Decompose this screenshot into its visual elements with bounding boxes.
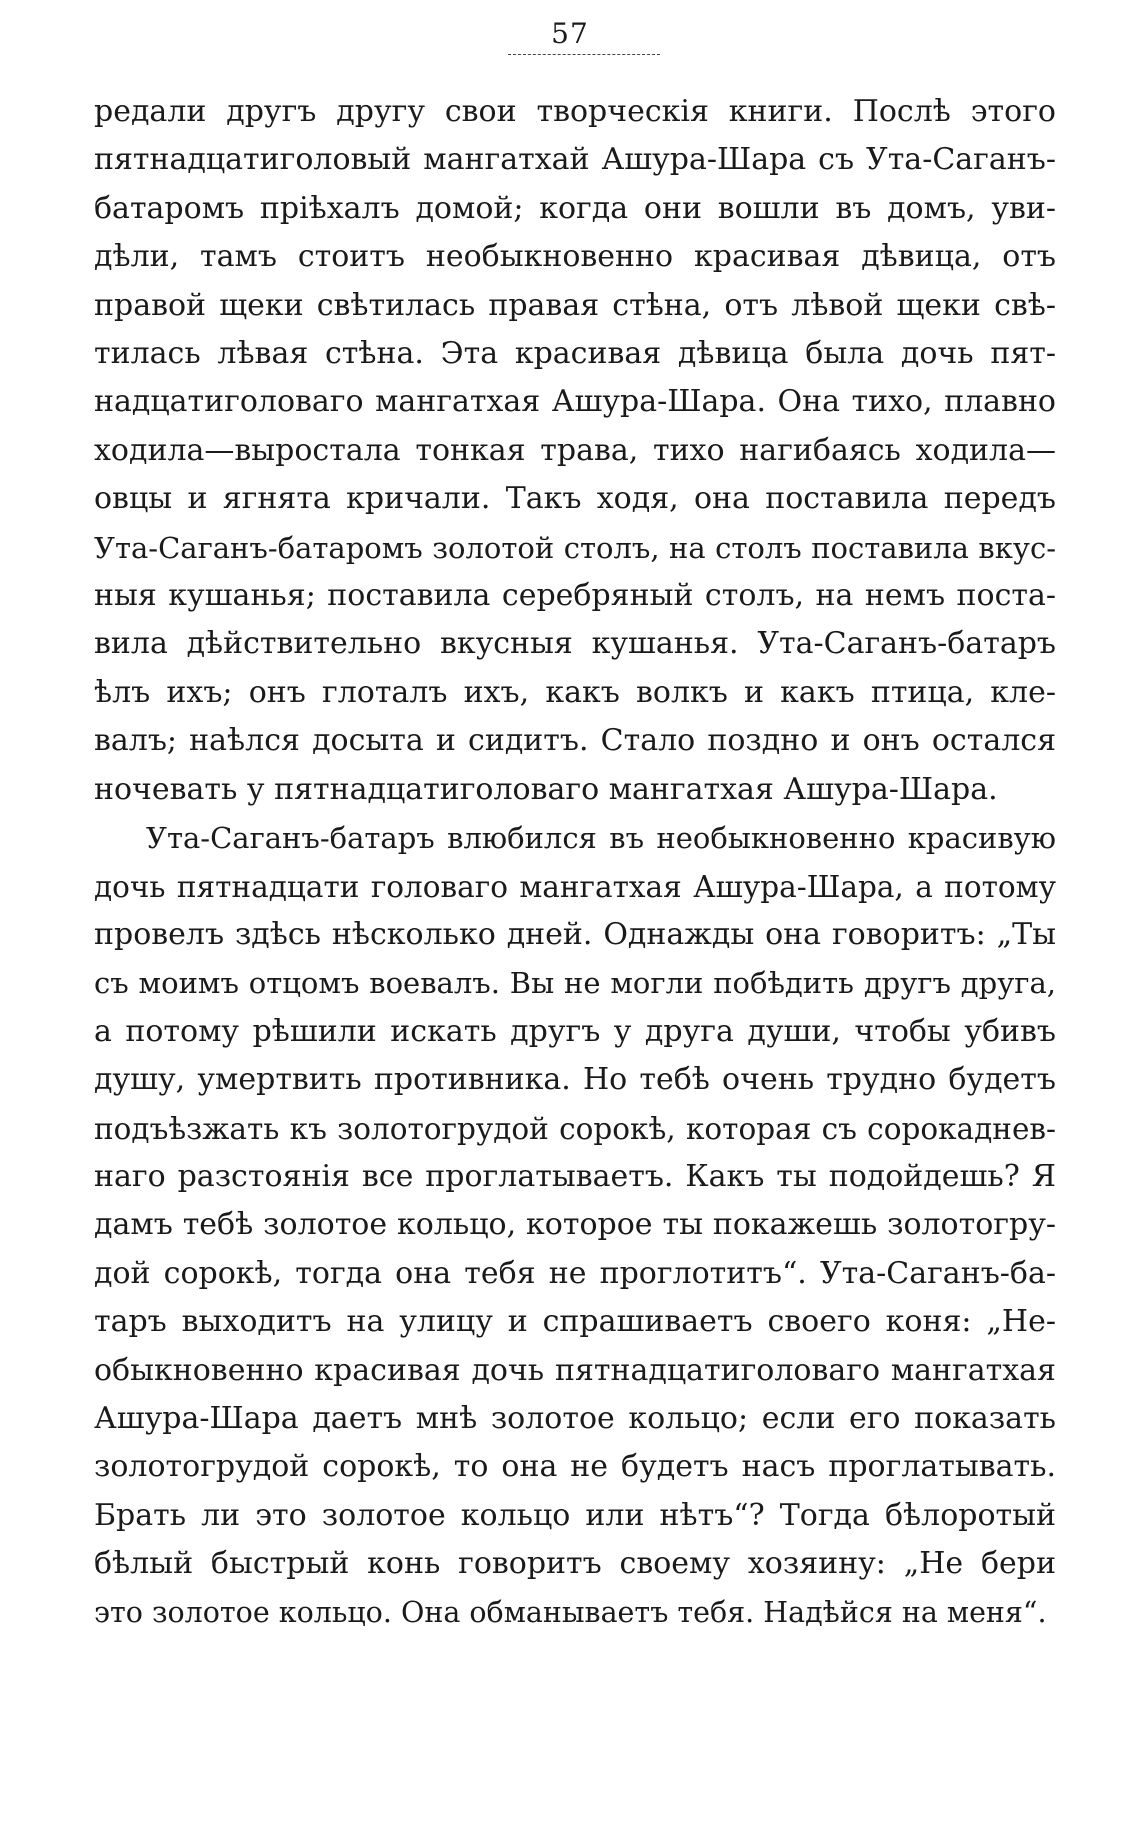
text-line: валъ; наѣлся досыта и сидитъ. Стало поздно и онъ остался bbox=[94, 723, 1056, 759]
text-line: овцы и ягнята кричали. Такъ ходя, она поставила передъ bbox=[94, 481, 1056, 517]
text-line: наго разстоянія все проглатываетъ. Какъ ты подойдешь? Я bbox=[94, 1158, 1056, 1194]
text-line: пятнадцатиголовый мангатхай Ашура-Шара съ Ута-Саганъ- bbox=[94, 142, 1056, 178]
text-line: бѣлый быстрый конь говоритъ своему хозяину: „Не бери bbox=[94, 1546, 1056, 1582]
text-line: ночевать у пятнадцатиголоваго мангатхая Ашура-Шара. bbox=[94, 771, 998, 807]
text-line: надцатиголоваго мангатхая Ашура-Шара. Она тихо, плавно bbox=[94, 384, 1056, 420]
paragraph-1 bbox=[94, 88, 1056, 814]
text-line: дой сорокѣ, тогда она тебя не проглотитъ“. Ута-Саганъ-ба- bbox=[94, 1255, 1056, 1291]
text-line: батаромъ пріѣхалъ домой; когда они вошли въ домъ, уви- bbox=[94, 190, 1056, 226]
page-header bbox=[0, 16, 1140, 52]
text-line: а потому рѣшили искать другъ у друга души, чтобы убивъ bbox=[94, 1013, 1056, 1049]
text-line: таръ выходитъ на улицу и спрашиваетъ своего коня: „Не- bbox=[94, 1304, 1056, 1340]
text-line: тилась лѣвая стѣна. Эта красивая дѣвица была дочь пят- bbox=[94, 336, 1056, 372]
text-line: редали другъ другу свои творческія книги. Послѣ этого bbox=[94, 94, 1056, 129]
paragraph-2 bbox=[94, 814, 1056, 1637]
text-line: золотогрудой сорокѣ, то она не будетъ насъ проглатывать. bbox=[94, 1449, 1056, 1485]
page-number: 57 bbox=[551, 17, 589, 50]
text-line: провелъ здѣсь нѣсколько дней. Однажды она говоритъ: „Ты bbox=[94, 916, 1056, 952]
text-line: вила дѣйствительно вкусныя кушанья. Ута-Саганъ-батаръ bbox=[94, 626, 1056, 662]
text-line: ѣлъ ихъ; онъ глоталъ ихъ, какъ волкъ и какъ птица, кле- bbox=[94, 674, 1056, 710]
text-line: дочь пятнадцати головаго мангатхая Ашура-Шара, а потому bbox=[94, 869, 1056, 904]
text-line: дѣли, тамъ стоитъ необыкновенно красивая дѣвица, отъ bbox=[94, 239, 1056, 275]
text-line: ходила—выростала тонкая трава, тихо нагибаясь ходила— bbox=[94, 432, 1056, 468]
text-line: правой щеки свѣтилась правая стѣна, отъ лѣвой щеки свѣ- bbox=[94, 287, 1056, 323]
text-line: подъѣзжать къ золотогрудой сорокѣ, которая съ сорокаднев- bbox=[94, 1111, 1056, 1146]
text-line: Ута-Саганъ-батаръ влюбился въ необыкновенно красивую bbox=[146, 821, 1056, 856]
text-line: Брать ли это золотое кольцо или нѣтъ“? Тогда бѣлоротый bbox=[94, 1497, 1056, 1533]
text-line: Ута-Саганъ-батаромъ золотой столъ, на столъ поставила вкус- bbox=[94, 530, 1056, 565]
text-line: это золотое кольцо. Она обманываетъ тебя. Надѣйся на меня“. bbox=[94, 1595, 1047, 1629]
header-rule bbox=[508, 54, 660, 55]
text-line: дамъ тебѣ золотое кольцо, которое ты покажешь золотогру- bbox=[94, 1207, 1056, 1243]
body-text bbox=[94, 88, 1056, 1637]
text-line: съ моимъ отцомъ воевалъ. Вы не могли побѣдить другъ друга, bbox=[94, 966, 1056, 1001]
text-line: обыкновенно красивая дочь пятнадцатиголоваго мангатхая bbox=[94, 1352, 1056, 1388]
text-line: Ашура-Шара даетъ мнѣ золотое кольцо; если его показать bbox=[94, 1400, 1056, 1436]
text-line: душу, умертвить противника. Но тебѣ очень трудно будетъ bbox=[94, 1062, 1056, 1098]
text-line: ныя кушанья; поставила серебряный столъ, на немъ поста- bbox=[94, 578, 1056, 614]
